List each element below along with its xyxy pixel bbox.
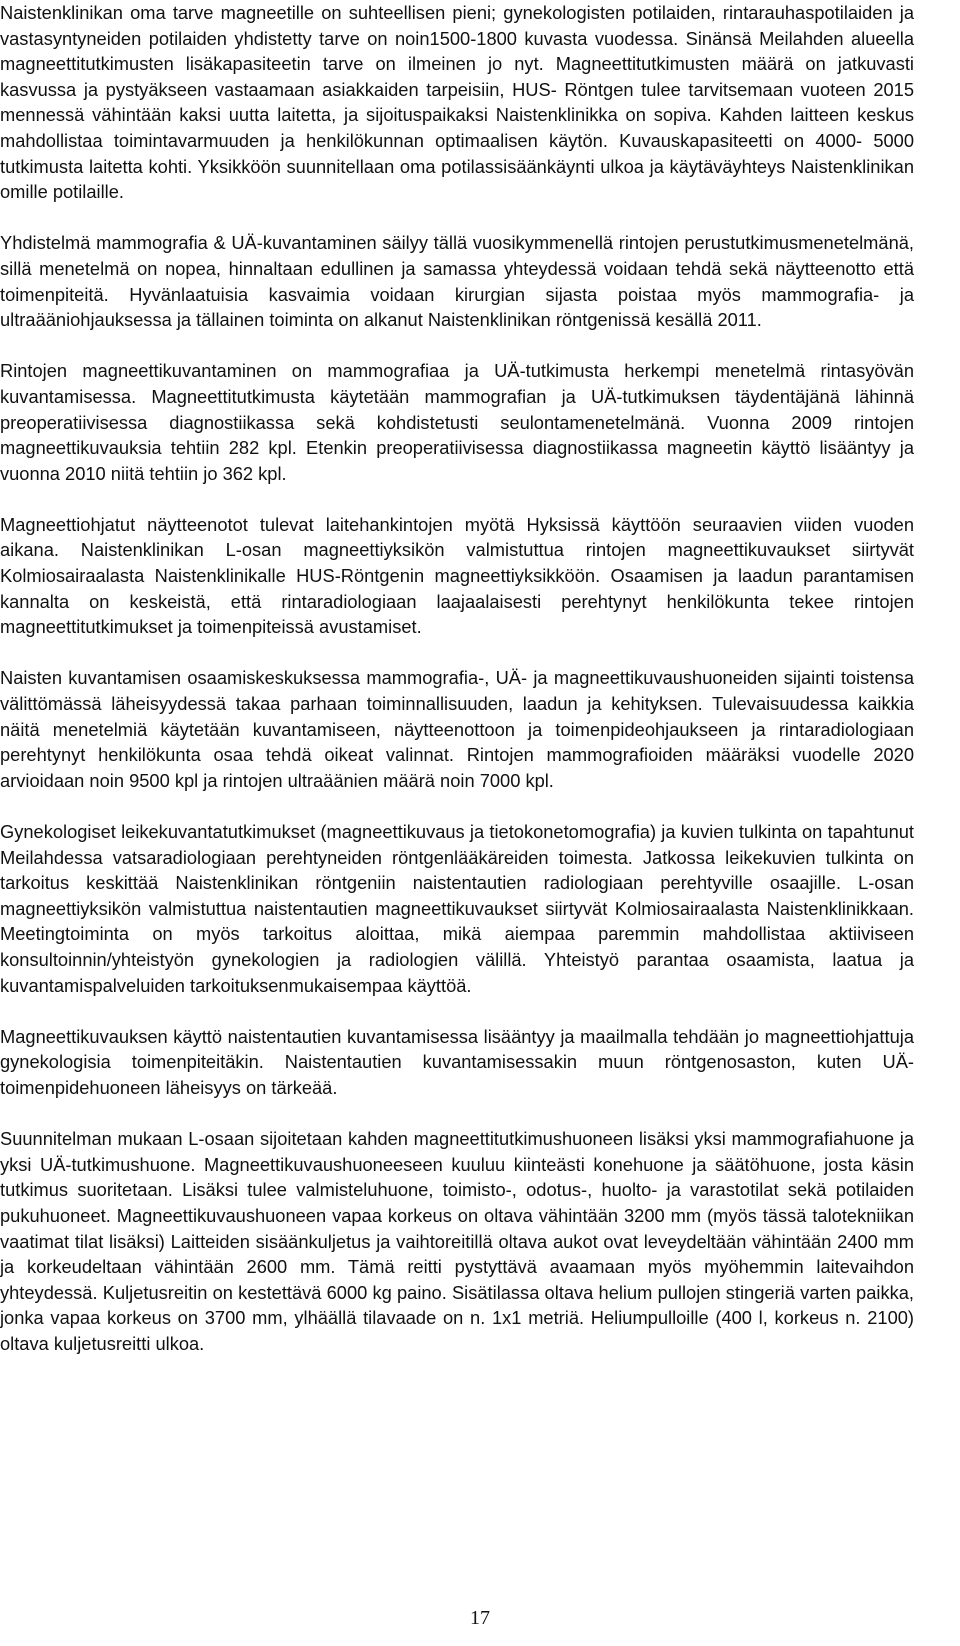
paragraph-magnet-need: Naistenklinikan oma tarve magneetille on suhteellisen pieni; gynekologisten potilaiden, rintarauhaspotilaiden ja vastasyntyneiden potilaiden yhdistetty tarve on noin1500-1800 kuvasta vuodessa. Sinänsä Meilahden alueella magneettitutkimusten lisäkapasiteetin tarve on ilmeinen jo nyt. Magneettitutkimusten määrä on jatkuvasti kasvussa ja pystyäkseen vastaamaan asiakkaiden tarpeisiin, HUS- Röntgen tulee tarvitsemaan vuoteen 2015 mennessä vähintään kaksi uutta laitetta, ja sijoituspaikaksi Naistenklinikka on sopiva. Kahden laitteen keskus mahdollistaa toimintavarmuuden ja henkilökunnan optimaalisen käytön. Kuvauskapasiteetti on 4000- 5000 tutkimusta laitetta kohti. Yksikköön suunnitellaan oma potilassisäänkäynti ulkoa ja käytäväyhteys Naistenklinikan omille potilaille. bbox=[0, 2, 914, 203]
paragraph-mammography-ultrasound: Yhdistelmä mammografia & UÄ-kuvantaminen säilyy tällä vuosikymmenellä rintojen perustutkimusmenetelmänä, sillä menetelmä on nopea, hinnaltaan edullinen ja samassa yhteydessä voidaan tehdä sekä näytteenotto että toimenpiteitä. Hyvänlaatuisia kasvaimia voidaan kirurgian sijasta poistaa myös mammografia- ja ultraääniohjauksessa ja tällainen toiminta on alkanut Naistenklinikan röntgenissä kesällä 2011. bbox=[0, 232, 914, 331]
paragraph-l-section-plan: Suunnitelman mukaan L-osaan sijoitetaan kahden magneettitutkimushuoneen lisäksi yksi mammografiahuone ja yksi UÄ-tutkimushuone. Magneettikuvaushuoneeseen kuuluu kiinteästi konehuone ja säätöhuone, josta käsin tutkimus suoritetaan. Lisäksi tulee valmisteluhuone, toimisto-, odotus-, huolto- ja varastotilat sekä potilaiden pukuhuoneet. Magneettikuvaushuoneen vapaa korkeus on oltava vähintään 3200 mm (myös tässä talotekniikan vaatimat tilat lisäksi) Laitteiden sisäänkuljetus ja vaihtoreitillä oltava aukot ovat leveydeltään vähintään 2400 mm ja korkeudeltaan vähintään 2600 mm. Tämä reitti pystyttävä avaamaan myös myöhemmin laitevaihdon yhteydessä. Kuljetusreitin on kestettävä 6000 kg paino. Sisätilassa oltava helium pullojen stingeriä varten paikka, jonka vapaa korkeus on 3700 mm, ylhäällä tilavaade on n. 1x1 metriä. Heliumpullo​ille (400 l, korkeus n. 2100) oltava kuljetusreitti ulkoa. bbox=[0, 1128, 914, 1354]
paragraph-imaging-center: Naisten kuvantamisen osaamiskeskuksessa mammografia-, UÄ- ja magneettikuvaushuoneiden sijainti toistensa välittömässä läheisyydessä takaa parhaan toiminnallisuuden, laadun ja kehityksen. Tulevaisuudessa kaikkia näitä menetelmiä käytetään kuvantamiseen, näytteenottoon ja toimenpideohjaukseen ja rintaradiologiaan perehtynyt henkilökunta osaa tehdä oikeat valinnat. Rintojen mammografioiden määräksi vuodelle 2020 arvioidaan noin 9500 kpl ja rintojen ultraäänien määrä noin 7000 kpl. bbox=[0, 667, 914, 791]
paragraph-breast-mri: Rintojen magneettikuvantaminen on mammografiaa ja UÄ-tutkimusta herkempi menetelmä rintasyövän kuvantamisessa. Magneettitutkimusta käytetään mammografian ja UÄ-tutkimuksen täydentäjänä lähinnä preoperatiivisessa diagnostiikassa sekä kohdistetusti seulontamenetelmänä. Vuonna 2009 rintojen magneettikuvauksia tehtiin 282 kpl. Etenkin preoperatiivisessa diagnostiikassa magneetin käyttö lisääntyy ja vuonna 2010 niitä tehtiin jo 362 kpl. bbox=[0, 360, 914, 484]
paragraph-mri-gynecology-use: Magneettikuvauksen käyttö naistentautien kuvantamisessa lisääntyy ja maailmalla tehdään jo magneettiohjattuja gynekologisia toimenpiteitäkin. Naistentautien kuvantamisessakin muun röntgenosaston, kuten UÄ- toimenpidehuoneen läheisyys on tärkeää. bbox=[0, 1025, 914, 1098]
paragraph-mri-guided-biopsy: Magneettiohjatut näytteenotot tulevat laitehankintojen myötä Hyksissä käyttöön seuraavien viiden vuoden aikana. Naistenklinikan L-osan magneettiyksikön valmistuttua rintojen magneettikuvaukset siirtyvät Kolmiosairaalasta Naistenklinikalle HUS-Röntgenin magneettiyksikköön. Osaamisen ja laadun parantamisen kannalta on keskeistä, että rintaradiologiaan laajaalaisesti perehtynyt henkilökunta tekee rintojen magneettitutkimukset ja toimenpiteissä avustamiset. bbox=[0, 513, 914, 638]
page-number: 17 bbox=[470, 1607, 490, 1629]
paragraph-gynecologic-imaging: Gynekologiset leikekuvantatutkimukset (magneettikuvaus ja tietokonetomografia) ja kuvien tulkinta on tapahtunut Meilahdessa vatsaradiologiaan perehtyneiden röntgenlääkäreiden toimesta. Jatkossa leikekuvien tulkinta on tarkoitus keskittää Naistenklinikan röntgeniin naistentautien radiologiaan perehtyville osaajille. L-osan magneettiyksikön valmistuttua naistentautien magneettikuvaukset siirtyvät Kolmiosairaalasta Naistenklinikkaan. Meetingtoiminta on myös tarkoitus aloittaa, mikä aiempaa paremmin mahdollistaa aktiiviseen konsultoinnin/yhteistyön gynekologien ja radiologien välillä. Yhteistyö parantaa osaamista, laatua ja kuvantamispalveluiden tarkoituksenmukaisempaa käyttöä. bbox=[0, 821, 914, 996]
